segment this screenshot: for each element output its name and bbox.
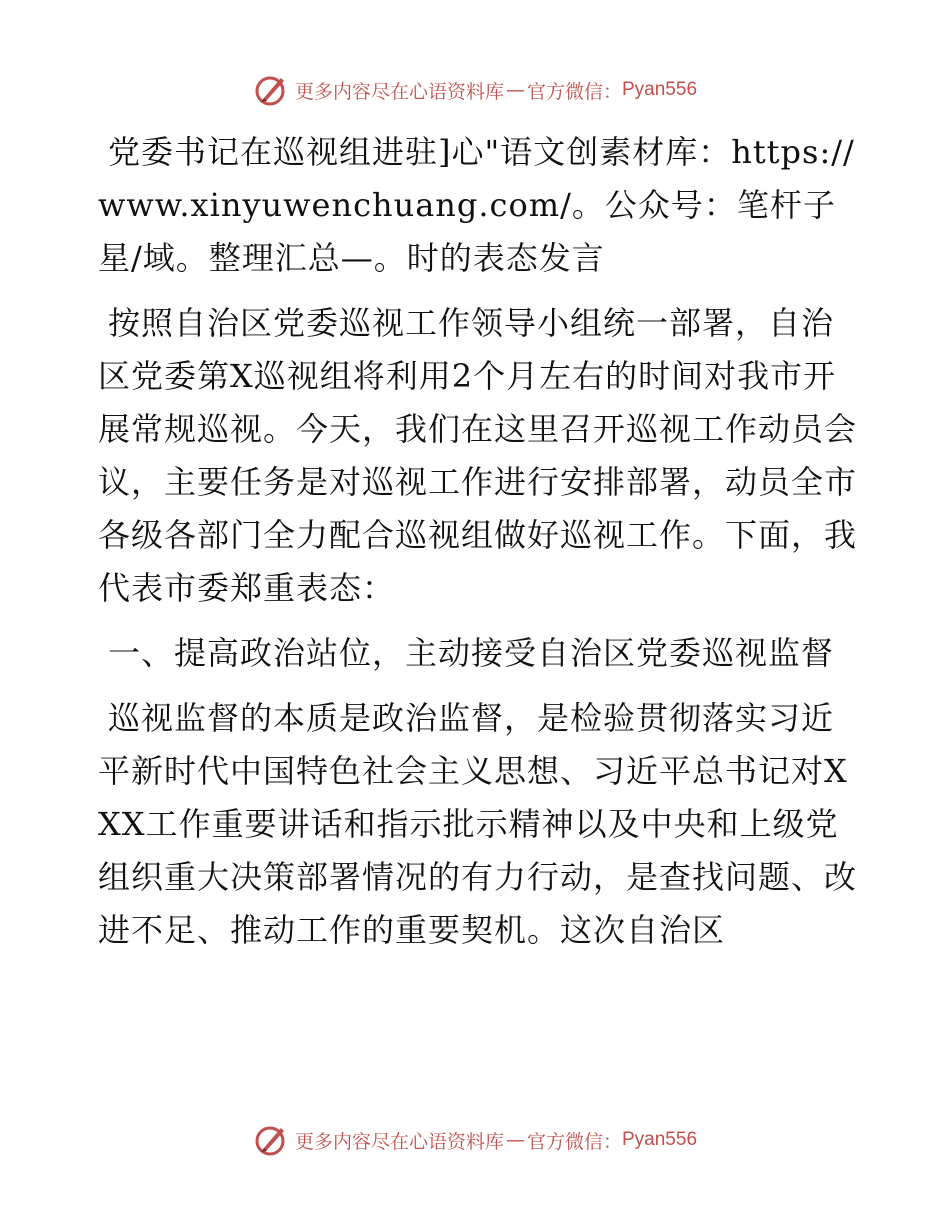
watermark-separator: — [505, 1129, 525, 1151]
watermark-wechat-id: Pyan556 [622, 79, 698, 100]
quill-pen-logo-icon [253, 72, 289, 108]
body-paragraph: 巡视监督的本质是政治监督，是检验贯彻落实习近平新时代中国特色社会主义思想、习近平总书记对XXX工作重要讲话和指示批示精神以及中央和上级党组织重大决策部署情况的有力行动，是查找问题、改进不足、推动工作的重要契机。这次自治区 [98, 699, 858, 949]
watermark-main-text: 更多内容尽在心语资料库 [294, 1130, 504, 1153]
watermark-wechat-id: Pyan556 [622, 1129, 698, 1150]
watermark-label: 官方微信： [526, 1130, 622, 1153]
quill-pen-logo-icon [253, 1122, 289, 1158]
header-watermark [0, 70, 950, 110]
watermark-label: 官方微信： [526, 80, 622, 103]
document-body [98, 126, 858, 957]
intro-paragraph: 按照自治区党委巡视工作领导小组统一部署，自治区党委第X巡视组将利用2个月左右的时间对我市开展常规巡视。今天，我们在这里召开巡视工作动员会议，主要任务是对巡视工作进行安排部署，动员全市各级各部门全力配合巡视组做好巡视工作。下面，我代表市委郑重表态： [98, 304, 858, 607]
watermark-separator: — [505, 79, 525, 101]
footer-watermark [0, 1120, 950, 1160]
watermark-main-text: 更多内容尽在心语资料库 [294, 80, 504, 103]
document-title-paragraph: 党委书记在巡视组进驻]心"语文创素材库：https://www.xinyuwenchuang.com/。公众号：笔杆子星/域。整理汇总—。时的表态发言 [98, 133, 855, 277]
section-heading-1: 一、提高政治站位，主动接受自治区党委巡视监督 [108, 634, 835, 672]
